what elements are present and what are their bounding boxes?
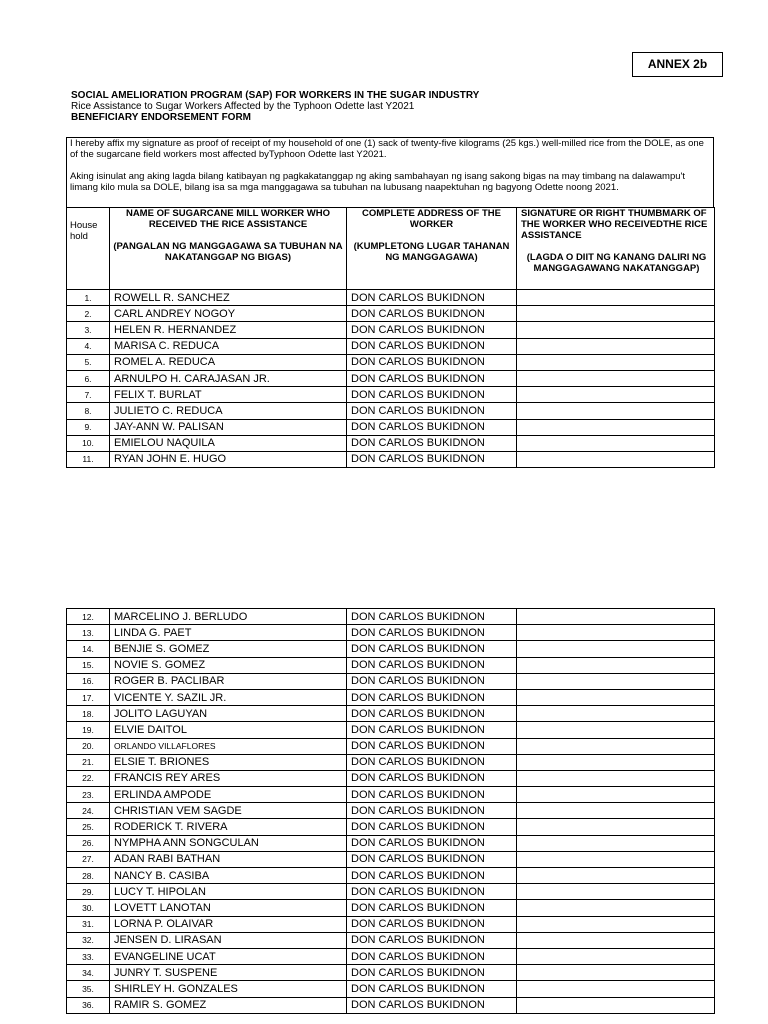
row-number: 36. <box>67 997 110 1013</box>
table-row <box>67 900 715 916</box>
row-number: 5. <box>67 354 110 370</box>
row-number: 10. <box>67 435 110 451</box>
signature-cell <box>517 403 715 419</box>
program-subtitle: Rice Assistance to Sugar Workers Affected by the Typhoon Odette last Y2021 <box>71 101 415 112</box>
row-number: 24. <box>67 803 110 819</box>
table-row <box>67 948 715 964</box>
row-number: 20. <box>67 738 110 754</box>
row-number: 21. <box>67 754 110 770</box>
worker-address: DON CARLOS BUKIDNON <box>347 900 517 916</box>
form-name: BENEFICIARY ENDORSEMENT FORM <box>71 112 252 123</box>
signature-cell <box>517 819 715 835</box>
worker-address: DON CARLOS BUKIDNON <box>347 884 517 900</box>
table-row <box>67 657 715 673</box>
statement-english: I hereby affix my signature as proof of receipt of my household of one (1) sack of twenty-five kilograms (25 kgs.) well-milled rice from the DOLE, as one of the sugarcane field workers most affected byTyphoon Odette last Y2021. <box>70 138 704 160</box>
signature-header <box>517 208 715 290</box>
worker-address: DON CARLOS BUKIDNON <box>347 916 517 932</box>
table-row <box>67 770 715 786</box>
beneficiary-table-page1 <box>66 207 715 468</box>
table-row <box>67 981 715 997</box>
worker-name: NANCY B. CASIBA <box>110 868 347 884</box>
row-number: 8. <box>67 403 110 419</box>
signature-cell <box>517 338 715 354</box>
signature-cell <box>517 451 715 467</box>
worker-address: DON CARLOS BUKIDNON <box>347 835 517 851</box>
table-row <box>67 354 715 370</box>
table-row <box>67 419 715 435</box>
household-header: House hold <box>67 208 110 290</box>
worker-address: DON CARLOS BUKIDNON <box>347 641 517 657</box>
table-header-row <box>67 208 715 290</box>
signature-cell <box>517 916 715 932</box>
signature-cell <box>517 657 715 673</box>
address-header-en: COMPLETE ADDRESS OF THE WORKER <box>362 208 501 230</box>
worker-address: DON CARLOS BUKIDNON <box>347 787 517 803</box>
row-number: 22. <box>67 770 110 786</box>
signature-cell <box>517 900 715 916</box>
form-header <box>71 90 479 123</box>
worker-address: DON CARLOS BUKIDNON <box>347 770 517 786</box>
worker-address: DON CARLOS BUKIDNON <box>347 370 517 386</box>
signature-cell <box>517 803 715 819</box>
table-row <box>67 609 715 625</box>
signature-cell <box>517 387 715 403</box>
worker-address: DON CARLOS BUKIDNON <box>347 338 517 354</box>
worker-name: JENSEN D. LIRASAN <box>110 932 347 948</box>
table-row <box>67 370 715 386</box>
worker-name: RODERICK T. RIVERA <box>110 819 347 835</box>
address-header <box>347 208 517 290</box>
table-row <box>67 868 715 884</box>
row-number: 30. <box>67 900 110 916</box>
worker-address: DON CARLOS BUKIDNON <box>347 306 517 322</box>
table-row <box>67 435 715 451</box>
table-row <box>67 625 715 641</box>
worker-name: ADAN RABI BATHAN <box>110 851 347 867</box>
signature-cell <box>517 625 715 641</box>
row-number: 15. <box>67 657 110 673</box>
table-row <box>67 997 715 1013</box>
worker-name: ERLINDA AMPODE <box>110 787 347 803</box>
worker-address: DON CARLOS BUKIDNON <box>347 948 517 964</box>
worker-address: DON CARLOS BUKIDNON <box>347 387 517 403</box>
signature-cell <box>517 435 715 451</box>
worker-address: DON CARLOS BUKIDNON <box>347 981 517 997</box>
table-row <box>67 722 715 738</box>
signature-cell <box>517 981 715 997</box>
worker-name: JOLITO LAGUYAN <box>110 706 347 722</box>
worker-address: DON CARLOS BUKIDNON <box>347 609 517 625</box>
signature-cell <box>517 948 715 964</box>
table-row <box>67 819 715 835</box>
table-row <box>67 884 715 900</box>
worker-name: LORNA P. OLAIVAR <box>110 916 347 932</box>
signature-cell <box>517 932 715 948</box>
signature-header-fil: (LAGDA O DIIT NG KANANG DALIRI NG MANGGAGAWANG NAKATANGGAP) <box>526 252 707 274</box>
table-row <box>67 803 715 819</box>
worker-address: DON CARLOS BUKIDNON <box>347 403 517 419</box>
row-number: 6. <box>67 370 110 386</box>
signature-cell <box>517 354 715 370</box>
row-number: 3. <box>67 322 110 338</box>
worker-address: DON CARLOS BUKIDNON <box>347 819 517 835</box>
name-header-en: NAME OF SUGARCANE MILL WORKER WHO RECEIVED THE RICE ASSISTANCE <box>125 208 331 230</box>
signature-cell <box>517 641 715 657</box>
worker-name: LOVETT LANOTAN <box>110 900 347 916</box>
worker-address: DON CARLOS BUKIDNON <box>347 625 517 641</box>
row-number: 27. <box>67 851 110 867</box>
worker-name: ROMEL A. REDUCA <box>110 354 347 370</box>
row-number: 18. <box>67 706 110 722</box>
worker-address: DON CARLOS BUKIDNON <box>347 322 517 338</box>
worker-name: RAMIR S. GOMEZ <box>110 997 347 1013</box>
worker-name: ELVIE DAITOL <box>110 722 347 738</box>
worker-address: DON CARLOS BUKIDNON <box>347 803 517 819</box>
row-number: 2. <box>67 306 110 322</box>
row-number: 31. <box>67 916 110 932</box>
signature-cell <box>517 738 715 754</box>
row-number: 9. <box>67 419 110 435</box>
signature-cell <box>517 419 715 435</box>
table-row <box>67 916 715 932</box>
worker-address: DON CARLOS BUKIDNON <box>347 851 517 867</box>
table-row <box>67 689 715 705</box>
table-row <box>67 673 715 689</box>
signature-cell <box>517 673 715 689</box>
signature-cell <box>517 997 715 1013</box>
worker-address: DON CARLOS BUKIDNON <box>347 435 517 451</box>
worker-name: SHIRLEY H. GONZALES <box>110 981 347 997</box>
table-row <box>67 290 715 306</box>
table-row <box>67 706 715 722</box>
worker-name: LUCY T. HIPOLAN <box>110 884 347 900</box>
row-number: 7. <box>67 387 110 403</box>
table-row <box>67 932 715 948</box>
worker-name: BENJIE S. GOMEZ <box>110 641 347 657</box>
worker-name: ROGER B. PACLIBAR <box>110 673 347 689</box>
signature-cell <box>517 835 715 851</box>
row-number: 12. <box>67 609 110 625</box>
worker-name: LINDA G. PAET <box>110 625 347 641</box>
row-number: 29. <box>67 884 110 900</box>
signature-cell <box>517 770 715 786</box>
row-number: 26. <box>67 835 110 851</box>
signature-cell <box>517 884 715 900</box>
worker-name: RYAN JOHN E. HUGO <box>110 451 347 467</box>
table-row <box>67 738 715 754</box>
row-number: 34. <box>67 965 110 981</box>
row-number: 32. <box>67 932 110 948</box>
table-row <box>67 641 715 657</box>
table-row <box>67 322 715 338</box>
address-header-fil: (KUMPLETONG LUGAR TAHANAN NG MANGGAGAWA) <box>353 241 510 263</box>
table-row <box>67 403 715 419</box>
worker-address: DON CARLOS BUKIDNON <box>347 689 517 705</box>
worker-name: JUNRY T. SUSPENE <box>110 965 347 981</box>
worker-address: DON CARLOS BUKIDNON <box>347 354 517 370</box>
worker-name: JAY-ANN W. PALISAN <box>110 419 347 435</box>
worker-address: DON CARLOS BUKIDNON <box>347 290 517 306</box>
worker-name: FRANCIS REY ARES <box>110 770 347 786</box>
row-number: 17. <box>67 689 110 705</box>
table-row <box>67 451 715 467</box>
annex-label: ANNEX 2b <box>632 52 723 77</box>
worker-name: CHRISTIAN VEM SAGDE <box>110 803 347 819</box>
worker-address: DON CARLOS BUKIDNON <box>347 997 517 1013</box>
table-row <box>67 787 715 803</box>
worker-name: HELEN R. HERNANDEZ <box>110 322 347 338</box>
worker-address: DON CARLOS BUKIDNON <box>347 419 517 435</box>
table-row <box>67 754 715 770</box>
worker-name: MARCELINO J. BERLUDO <box>110 609 347 625</box>
signature-cell <box>517 609 715 625</box>
worker-name: CARL ANDREY NOGOY <box>110 306 347 322</box>
worker-name: JULIETO C. REDUCA <box>110 403 347 419</box>
row-number: 28. <box>67 868 110 884</box>
table-row <box>67 338 715 354</box>
worker-name: ARNULPO H. CARAJASAN JR. <box>110 370 347 386</box>
statement-filipino: Aking isinulat ang aking lagda bilang katibayan ng pagkakatanggap ng aking sambahayan ng isang sakong bigas na may timbang na dalawampu't limang kilo mula sa DOLE, bilang isa sa mga manggagawa sa tubuhan na lubusang naapektuhan ng bagyong Odette noong 2021. <box>70 171 685 193</box>
signature-cell <box>517 322 715 338</box>
row-number: 13. <box>67 625 110 641</box>
beneficiary-table-page2 <box>66 608 715 1014</box>
signature-cell <box>517 787 715 803</box>
row-number: 14. <box>67 641 110 657</box>
worker-address: DON CARLOS BUKIDNON <box>347 738 517 754</box>
worker-address: DON CARLOS BUKIDNON <box>347 722 517 738</box>
table-row <box>67 835 715 851</box>
row-number: 25. <box>67 819 110 835</box>
name-header <box>110 208 347 290</box>
worker-name: ROWELL R. SANCHEZ <box>110 290 347 306</box>
worker-name: ELSIE T. BRIONES <box>110 754 347 770</box>
table-row <box>67 306 715 322</box>
row-number: 33. <box>67 948 110 964</box>
worker-address: DON CARLOS BUKIDNON <box>347 673 517 689</box>
worker-name: MARISA C. REDUCA <box>110 338 347 354</box>
table-row <box>67 851 715 867</box>
program-title: SOCIAL AMELIORATION PROGRAM (SAP) FOR WORKERS IN THE SUGAR INDUSTRY <box>71 90 480 101</box>
worker-address: DON CARLOS BUKIDNON <box>347 657 517 673</box>
worker-address: DON CARLOS BUKIDNON <box>347 965 517 981</box>
row-number: 1. <box>67 290 110 306</box>
row-number: 16. <box>67 673 110 689</box>
row-number: 11. <box>67 451 110 467</box>
row-number: 19. <box>67 722 110 738</box>
name-header-fil: (PANGALAN NG MANGGAGAWA SA TUBUHAN NA NAKATANGGAP NG BIGAS) <box>113 241 343 263</box>
worker-name: EMIELOU NAQUILA <box>110 435 347 451</box>
signature-header-en: SIGNATURE OR RIGHT THUMBMARK OF THE WORKER WHO RECEIVEDTHE RICE ASSISTANCE <box>521 208 708 241</box>
table-row <box>67 387 715 403</box>
worker-name: FELIX T. BURLAT <box>110 387 347 403</box>
receipt-statement <box>66 137 714 208</box>
row-number: 4. <box>67 338 110 354</box>
signature-cell <box>517 754 715 770</box>
signature-cell <box>517 290 715 306</box>
signature-cell <box>517 706 715 722</box>
worker-name: NOVIE S. GOMEZ <box>110 657 347 673</box>
signature-cell <box>517 965 715 981</box>
worker-name: EVANGELINE UCAT <box>110 948 347 964</box>
table-row <box>67 965 715 981</box>
worker-address: DON CARLOS BUKIDNON <box>347 451 517 467</box>
worker-address: DON CARLOS BUKIDNON <box>347 932 517 948</box>
signature-cell <box>517 722 715 738</box>
worker-name: NYMPHA ANN SONGCULAN <box>110 835 347 851</box>
signature-cell <box>517 306 715 322</box>
worker-name: ORLANDO VILLAFLORES <box>110 738 347 754</box>
worker-name: VICENTE Y. SAZIL JR. <box>110 689 347 705</box>
worker-address: DON CARLOS BUKIDNON <box>347 706 517 722</box>
signature-cell <box>517 689 715 705</box>
signature-cell <box>517 868 715 884</box>
row-number: 35. <box>67 981 110 997</box>
row-number: 23. <box>67 787 110 803</box>
worker-address: DON CARLOS BUKIDNON <box>347 868 517 884</box>
signature-cell <box>517 851 715 867</box>
worker-address: DON CARLOS BUKIDNON <box>347 754 517 770</box>
signature-cell <box>517 370 715 386</box>
